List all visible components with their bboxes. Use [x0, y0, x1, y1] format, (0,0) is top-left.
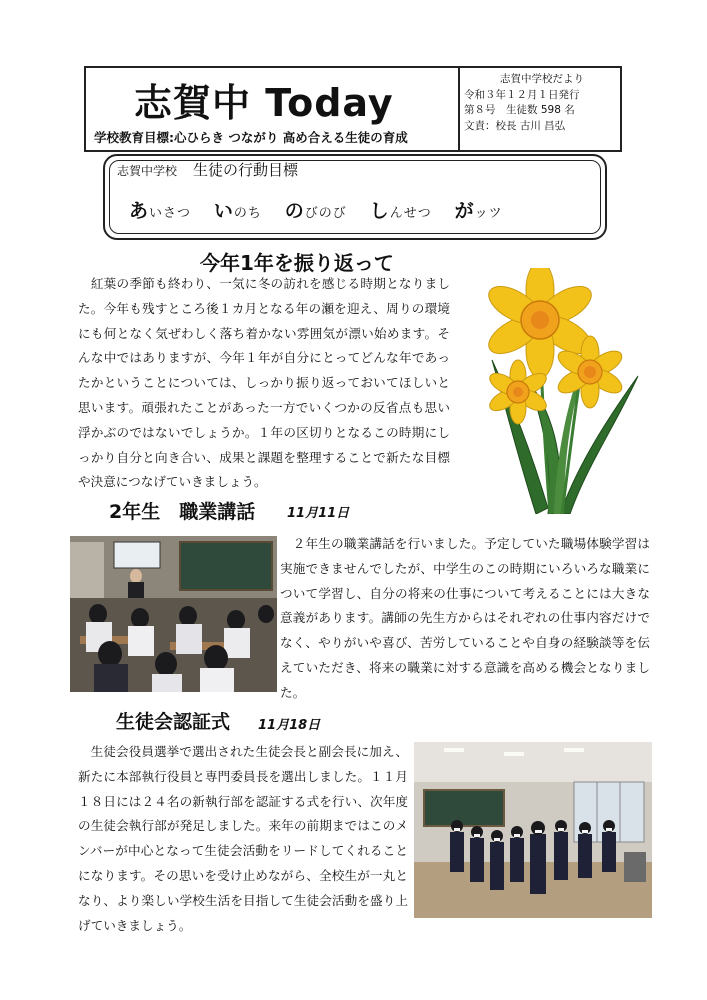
- motto-item: のびのび: [284, 200, 347, 222]
- section2-body: ２年生の職業講話を行いました。予定していた職場体験学習は実施できませんでしたが、中学生のこの時期にいろいろな職業について学習し、自分の将来の仕事について考えることには大きな意義があります。講師の先生方からはそれぞれの仕事内容だけでなく、やりがいや喜び、苦労していることや自身の経験談等を伝えていただき、将来の職業に対する意識を高める機会となりました。: [280, 536, 650, 700]
- section1-title: 今年1年を振り返って: [200, 251, 394, 275]
- masthead: [84, 66, 622, 152]
- motto-item: いのち: [213, 200, 262, 222]
- issue-date: 令和３年１２月１日発行: [464, 88, 580, 101]
- author: 文責：校長 古川 昌弘: [464, 119, 566, 132]
- career-talk-photo: [70, 536, 277, 692]
- school-goal: 学校教育目標:心ひらき つながり 高め合える生徒の育成: [94, 130, 408, 145]
- daffodil-illustration: [478, 268, 648, 514]
- motto-item: しんせつ: [369, 200, 432, 222]
- newsletter-name: 志賀中学校だより: [500, 73, 584, 85]
- motto-school: 志賀中学校: [117, 164, 178, 178]
- motto-item: あいさつ: [129, 200, 192, 222]
- section3-body: 生徒会役員選挙で選出された生徒会長と副会長に加え、新たに本部執行役員と専門委員長を選出しました。１１月１８日には２４名の新執行部を認証する式を行い、次年度の生徒会執行部が発足しました。来年の前期まではこのメンバーが中心となって生徒会活動をリードしてくれることになります。その思いを受け止めながら、全校生が一丸となり、より楽しい学校生活を目指して生徒会活動を盛り上げていきましょう。: [78, 744, 408, 933]
- motto-item: がッツ: [454, 200, 503, 222]
- issue-info-box: [464, 72, 620, 134]
- section2-title: 2年生 職業講話: [109, 501, 256, 523]
- newsletter-title: 志賀中 Today: [134, 81, 394, 125]
- masthead-divider: [458, 68, 460, 150]
- motto-heading: 生徒の行動目標: [193, 161, 299, 179]
- motto-items: [129, 196, 503, 223]
- section1-body: 紅葉の季節も終わり、一気に冬の訪れを感じる時期となりました。今年も残すところ後１カ月となる年の瀬を迎え、周りの環境にも何となく気ぜわしく落ち着かない雰囲気が漂い始めます。そんな中ではありますが、今年１年が自分にとってどんな年であったかということについては、しっかり振り返っておいてほしいと思います。頑張れたことがあった一方でいくつかの反省点も思い浮かぶのではないでしょうか。１年の区切りとなるこの時期にしっかり自分と向き合い、成果と課題を整理することで新たな目標や決意につなげていきましょう。: [78, 276, 450, 490]
- council-ceremony-photo: [414, 742, 652, 918]
- section2-date: 11月11日: [287, 506, 350, 521]
- section3-date: 11月18日: [258, 718, 321, 733]
- section3-title: 生徒会認証式: [116, 711, 231, 733]
- motto-box: [103, 154, 607, 240]
- issue-number: 第８号 生徒数 598 名: [464, 104, 575, 116]
